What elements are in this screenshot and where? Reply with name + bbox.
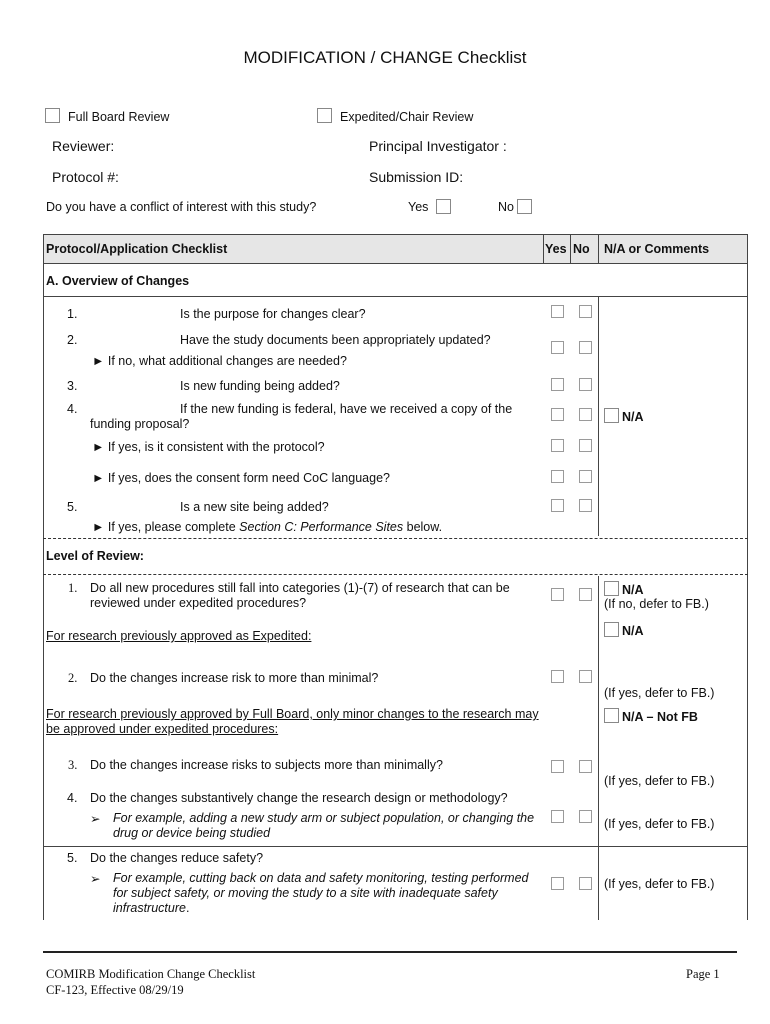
item-number: 1.: [67, 307, 78, 321]
expedited-review-checkbox[interactable]: [317, 108, 332, 123]
full-board-review-label: Full Board Review: [68, 110, 170, 124]
subquestion-performance-sites: ► If yes, please complete Section C: Performance Sites below.: [92, 520, 443, 534]
example-reduce-safety: For example, cutting back on data and safety monitoring, testing performed: [113, 871, 529, 885]
na-label: N/A: [622, 583, 644, 597]
yes-checkbox[interactable]: [551, 341, 564, 354]
principal-investigator-label: Principal Investigator :: [369, 138, 507, 154]
question-new-funding: Is new funding being added?: [180, 379, 340, 393]
protocol-number-label: Protocol #:: [52, 169, 119, 185]
section-divider: [43, 538, 748, 539]
item-number: 2.: [68, 671, 78, 685]
example-reduce-safety-end: infrastructure.: [113, 901, 190, 915]
no-checkbox[interactable]: [579, 588, 592, 601]
no-checkbox[interactable]: [579, 408, 592, 421]
subquestion-additional-changes: ► If no, what additional changes are needed?: [92, 354, 347, 368]
no-checkbox[interactable]: [579, 670, 592, 683]
no-checkbox[interactable]: [579, 439, 592, 452]
item-number: 3.: [68, 758, 78, 772]
question-expedited-categories-cont: reviewed under expedited procedures?: [90, 596, 307, 610]
header-yes: Yes: [545, 242, 567, 256]
footer-title: COMIRB Modification Change Checklist: [46, 967, 256, 981]
no-checkbox[interactable]: [579, 810, 592, 823]
header-no: No: [573, 242, 590, 256]
footer-rule: [43, 951, 737, 953]
item-number: 1.: [68, 581, 78, 595]
conflict-yes-checkbox[interactable]: [436, 199, 451, 214]
item-number: 2.: [67, 333, 78, 347]
no-checkbox[interactable]: [579, 760, 592, 773]
expedited-review-label: Expedited/Chair Review: [340, 110, 474, 124]
yes-checkbox[interactable]: [551, 408, 564, 421]
footer-form-id: CF-123, Effective 08/29/19: [46, 983, 184, 997]
yes-checkbox[interactable]: [551, 588, 564, 601]
submission-id-label: Submission ID:: [369, 169, 464, 185]
conflict-no-checkbox[interactable]: [517, 199, 532, 214]
conflict-yes-label: Yes: [408, 200, 429, 214]
no-checkbox[interactable]: [579, 305, 592, 318]
defer-note: (If yes, defer to FB.): [604, 774, 715, 788]
question-increase-risk: Do the changes increase risk to more than minimal?: [90, 671, 379, 685]
defer-note: (If yes, defer to FB.): [604, 686, 715, 700]
yes-checkbox[interactable]: [551, 760, 564, 773]
yes-checkbox[interactable]: [551, 470, 564, 483]
arrow-bullet: ➢: [90, 812, 101, 826]
header-checklist: Protocol/Application Checklist: [46, 242, 228, 256]
conflict-question: Do you have a conflict of interest with this study?: [46, 200, 317, 214]
page-number: Page 1: [686, 967, 720, 981]
arrow-bullet: ➢: [90, 872, 101, 886]
yes-checkbox[interactable]: [551, 670, 564, 683]
question-expedited-categories: Do all new procedures still fall into categories (1)-(7) of research that can be: [90, 581, 510, 595]
full-board-subheading-cont: be approved under expedited procedures:: [46, 722, 279, 736]
level-of-review-heading: Level of Review:: [46, 549, 144, 563]
na-checkbox[interactable]: [604, 708, 619, 723]
question-reduce-safety: Do the changes reduce safety?: [90, 851, 264, 865]
yes-checkbox[interactable]: [551, 439, 564, 452]
full-board-review-checkbox[interactable]: [45, 108, 60, 123]
subquestion-coc-language: ► If yes, does the consent form need CoC language?: [92, 471, 390, 485]
item-number: 3.: [67, 379, 78, 393]
na-label: N/A: [622, 624, 644, 638]
yes-checkbox[interactable]: [551, 378, 564, 391]
example-design-change: For example, adding a new study arm or subject population, or changing the: [113, 811, 535, 825]
example-design-change-cont: drug or device being studied: [113, 826, 271, 840]
yes-checkbox[interactable]: [551, 810, 564, 823]
header-comments: N/A or Comments: [604, 242, 710, 256]
page-title: MODIFICATION / CHANGE Checklist: [243, 48, 527, 67]
no-checkbox[interactable]: [579, 470, 592, 483]
item-number: 5.: [67, 851, 78, 865]
example-reduce-safety-cont: for subject safety, or moving the study to a site with inadequate safety: [113, 886, 498, 900]
yes-checkbox[interactable]: [551, 877, 564, 890]
yes-checkbox[interactable]: [551, 305, 564, 318]
item-number: 5.: [67, 500, 78, 514]
subquestion-consistent-protocol: ► If yes, is it consistent with the protocol?: [92, 440, 325, 454]
full-board-subheading: For research previously approved by Full Board, only minor changes to the research may: [46, 707, 539, 721]
defer-note: (If no, defer to FB.): [604, 597, 709, 611]
no-checkbox[interactable]: [579, 341, 592, 354]
section-a-heading: A. Overview of Changes: [46, 274, 190, 288]
expedited-subheading: For research previously approved as Expedited:: [46, 629, 312, 643]
section-divider: [43, 574, 748, 575]
na-not-fb-label: N/A – Not FB: [622, 710, 698, 724]
na-checkbox[interactable]: [604, 622, 619, 637]
no-checkbox[interactable]: [579, 499, 592, 512]
no-checkbox[interactable]: [579, 877, 592, 890]
item-number: 4.: [67, 791, 78, 805]
na-checkbox[interactable]: [604, 581, 619, 596]
yes-checkbox[interactable]: [551, 499, 564, 512]
na-label: N/A: [622, 410, 644, 424]
item-number: 4.: [67, 402, 78, 416]
question-new-site: Is a new site being added?: [180, 500, 329, 514]
na-checkbox[interactable]: [604, 408, 619, 423]
defer-note: (If yes, defer to FB.): [604, 817, 715, 831]
reviewer-label: Reviewer:: [52, 138, 115, 154]
question-design-change: Do the changes substantively change the research design or methodology?: [90, 791, 508, 805]
question-increase-risks-subjects: Do the changes increase risks to subjects more than minimally?: [90, 758, 443, 772]
question-purpose-clear: Is the purpose for changes clear?: [180, 307, 366, 321]
conflict-no-label: No: [498, 200, 514, 214]
question-federal-funding: If the new funding is federal, have we received a copy of the: [180, 402, 513, 416]
question-documents-updated: Have the study documents been appropriately updated?: [180, 333, 491, 347]
defer-note: (If yes, defer to FB.): [604, 877, 715, 891]
no-checkbox[interactable]: [579, 378, 592, 391]
question-federal-funding-cont: funding proposal?: [90, 417, 190, 431]
